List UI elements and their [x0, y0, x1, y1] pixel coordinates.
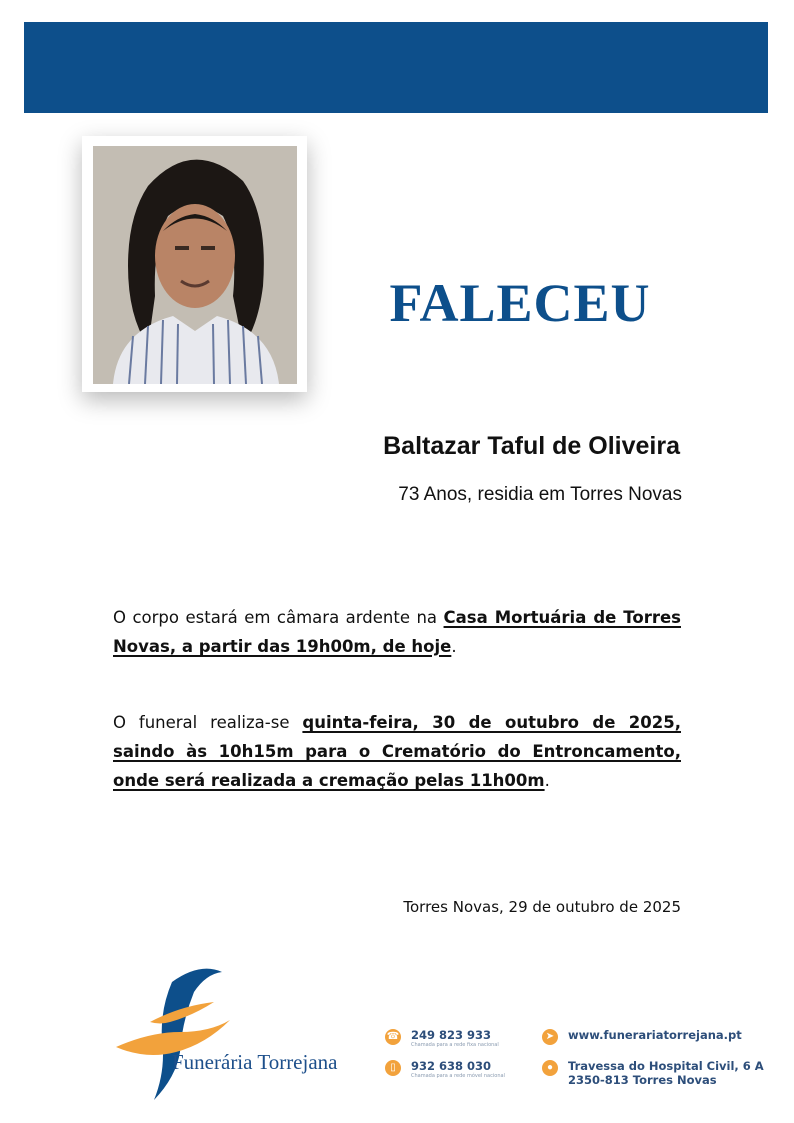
mobile-number: 932 638 030: [411, 1059, 492, 1073]
mobile-note: Chamada para a rede móvel nacional: [411, 1073, 505, 1079]
deceased-name: Baltazar Taful de Oliveira: [383, 432, 680, 460]
place-date: Torres Novas, 29 de outubro de 2025: [403, 898, 681, 916]
wake-paragraph: [113, 603, 681, 661]
funeral-period: .: [544, 771, 550, 790]
wake-period: .: [451, 637, 457, 656]
mobile-phone-icon: ▯: [385, 1060, 401, 1076]
company-name: Funerária Torrejana: [172, 1050, 338, 1074]
wake-details: Casa Mortuária de Torres Novas, a partir das 19h00m, de hoje: [113, 608, 681, 656]
website-url: www.funerariatorrejana.pt: [568, 1028, 742, 1042]
website-contact: [542, 1028, 742, 1045]
landline-contact: [385, 1028, 499, 1049]
map-pin-icon: ●: [542, 1060, 558, 1076]
address-contact: [542, 1059, 764, 1087]
funeral-paragraph: [113, 708, 681, 795]
age-residence: 73 Anos, residia em Torres Novas: [398, 484, 682, 505]
landline-number: 249 823 933: [411, 1028, 492, 1042]
portrait-frame: [82, 136, 307, 392]
company-logo: [110, 962, 350, 1102]
address-line-1: Travessa do Hospital Civil, 6 A: [568, 1059, 764, 1073]
header-band: [24, 22, 768, 113]
funeral-details: quinta-feira, 30 de outubro de 2025, saindo às 10h15m para o Crematório do Entroncamento, onde será realizada a cremação pelas 11h00m: [113, 713, 681, 790]
phone-icon: ☎: [385, 1029, 401, 1045]
funeral-text: O funeral realiza-se: [113, 713, 303, 732]
landline-note: Chamada para a rede fixa nacional: [411, 1042, 499, 1048]
location-arrow-icon: ➤: [542, 1029, 558, 1045]
notice-title: FALECEU: [389, 273, 651, 333]
portrait-photo: [93, 146, 297, 384]
wake-text: O corpo estará em câmara ardente na: [113, 608, 444, 627]
mobile-contact: [385, 1059, 505, 1080]
address-line-2: 2350-813 Torres Novas: [568, 1073, 717, 1087]
